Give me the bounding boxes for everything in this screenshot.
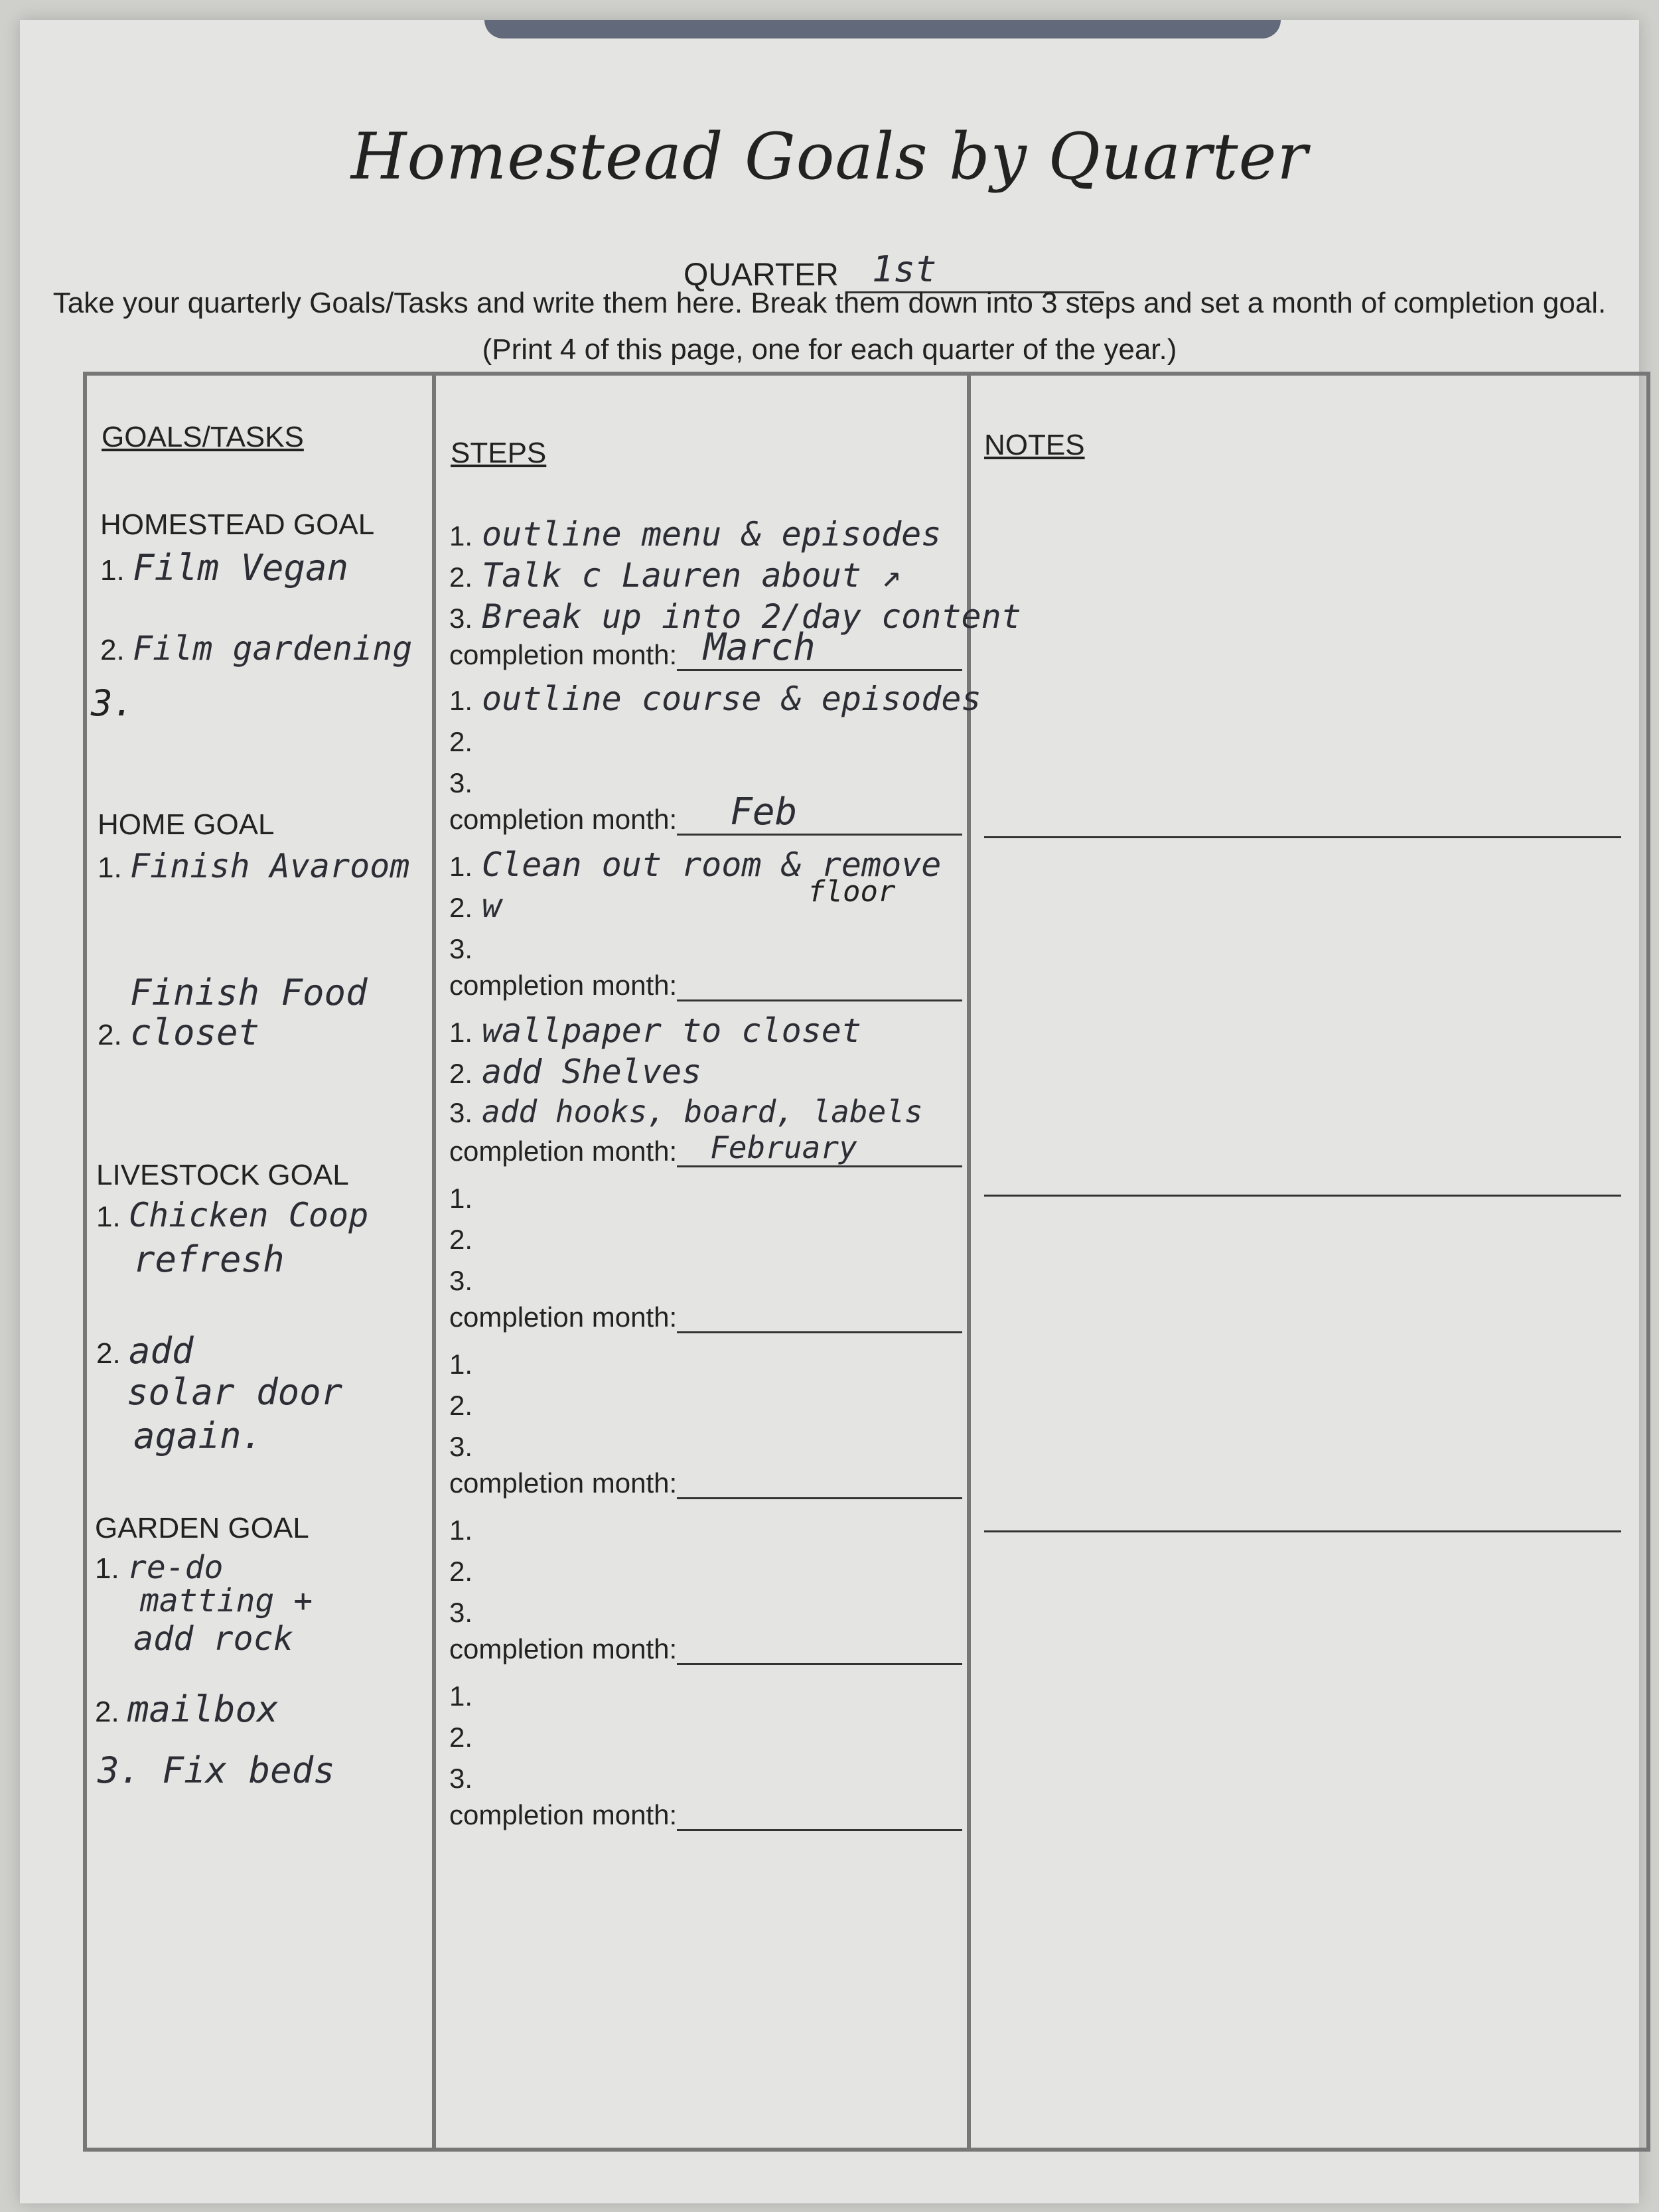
goal-text: Film gardening — [132, 629, 413, 668]
goal-number: 1. — [98, 851, 122, 884]
steps-column — [436, 376, 1021, 2148]
notes-divider — [984, 1195, 1621, 1197]
page-title: Homestead Goals by Quarter — [350, 119, 1309, 194]
garden-goal-1-cont-2: add rock — [133, 1619, 293, 1658]
completion-month-line — [677, 1799, 962, 1831]
instructions-line-2: (Print 4 of this page, one for each quarter of the year.) — [482, 333, 1177, 366]
step-1 — [449, 1177, 482, 1216]
completion-month — [449, 1633, 962, 1665]
goal-text: mailbox — [127, 1688, 279, 1730]
step-text: add hooks, board, labels — [482, 1094, 923, 1130]
step-1 — [449, 1011, 861, 1050]
step-text: wallpaper to closet — [482, 1011, 861, 1050]
step-3 — [449, 1757, 482, 1796]
step-text: Talk c Lauren about ↗ — [482, 556, 902, 595]
step-text: w — [482, 887, 502, 925]
steps-header: STEPS — [451, 437, 547, 469]
goal-text: Film Vegan — [132, 547, 349, 589]
completion-month-line — [677, 969, 962, 1001]
completion-month-label: completion month: — [449, 970, 678, 1001]
livestock-goal-2-cont-2: again. — [133, 1415, 263, 1457]
step-3 — [449, 1094, 923, 1130]
goal-text: add — [128, 1330, 194, 1372]
step-number: 1. — [449, 851, 473, 882]
goal-number: 2. — [98, 1019, 122, 1051]
goal-text: Chicken Coop — [128, 1196, 369, 1234]
step-number: 1. — [449, 1183, 473, 1214]
garden-goal-3: 3. Fix beds — [98, 1749, 335, 1791]
step-number: 2. — [449, 1224, 473, 1255]
goal-number: 2. — [95, 1696, 119, 1728]
completion-month-line — [677, 1633, 962, 1665]
instructions — [20, 280, 1639, 373]
homestead-goal-title: HOMESTEAD GOAL — [100, 508, 375, 541]
background-shadow — [484, 20, 1281, 38]
step-2 — [449, 887, 502, 925]
completion-month-label: completion month: — [449, 1301, 678, 1333]
step-1 — [449, 1675, 482, 1714]
step-1 — [449, 515, 941, 553]
homestead-goal-1 — [100, 547, 348, 589]
completion-month-label: completion month: — [449, 804, 678, 835]
garden-goal-title: GARDEN GOAL — [95, 1512, 309, 1544]
livestock-goal-1 — [96, 1196, 368, 1234]
completion-month — [449, 790, 962, 836]
step-number: 3. — [449, 1097, 473, 1128]
completion-month-line — [677, 626, 962, 671]
home-goal-title: HOME GOAL — [98, 808, 275, 841]
instructions-line-1: Take your quarterly Goals/Tasks and write them here. Break them down into 3 steps and set a month of completion goal. — [52, 287, 1607, 319]
completion-month-value: February — [710, 1130, 857, 1165]
step-text: outline course & episodes — [482, 680, 981, 718]
goal-number: 2. — [100, 634, 125, 666]
step-number: 2. — [449, 1390, 473, 1421]
step-number: 3. — [449, 933, 473, 964]
step-number: 1. — [449, 1017, 473, 1048]
step-number: 1. — [449, 1514, 473, 1546]
completion-month-line — [677, 1467, 962, 1499]
notes-column — [971, 376, 1646, 2148]
completion-month-line — [677, 1130, 962, 1167]
step-number: 3. — [449, 1597, 473, 1628]
step-text: outline menu & episodes — [482, 515, 942, 553]
completion-month — [449, 1799, 962, 1831]
goals-header: GOALS/TASKS — [102, 421, 304, 453]
step-number: 1. — [449, 1349, 473, 1380]
garden-goal-2 — [95, 1688, 279, 1730]
completion-month — [449, 626, 962, 671]
step-number: 2. — [449, 726, 473, 757]
goal-number: 1. — [96, 1201, 121, 1233]
notes-header: NOTES — [984, 429, 1085, 461]
goal-text: Finish Avaroom — [129, 847, 410, 885]
goals-table — [83, 372, 1650, 2152]
livestock-goal-2 — [96, 1330, 193, 1372]
step-number: 2. — [449, 561, 473, 593]
step-3 — [449, 762, 482, 800]
step-3 — [449, 1591, 482, 1630]
homestead-goal-2 — [100, 629, 412, 668]
completion-month-label: completion month: — [449, 1467, 678, 1499]
completion-month-line — [677, 790, 962, 836]
step-number: 3. — [449, 767, 473, 798]
garden-goal-1 — [95, 1549, 223, 1586]
livestock-goal-title: LIVESTOCK GOAL — [96, 1159, 349, 1191]
worksheet-page — [20, 20, 1639, 2203]
step-number: 2. — [449, 1556, 473, 1587]
completion-month — [449, 969, 962, 1001]
step-text: add Shelves — [482, 1053, 702, 1091]
step-number: 3. — [449, 1265, 473, 1296]
completion-month-line — [677, 1301, 962, 1333]
notes-divider — [984, 1530, 1621, 1532]
step-number: 3. — [449, 603, 473, 634]
step-2 — [449, 1218, 482, 1257]
step-1-cont: floor — [808, 875, 896, 909]
goal-number: 2. — [96, 1337, 121, 1370]
step-3 — [449, 1260, 482, 1298]
step-1 — [449, 1509, 482, 1548]
completion-month-label: completion month: — [449, 1633, 678, 1664]
step-number: 1. — [449, 685, 473, 716]
goal-text: Finish Food closet — [129, 972, 368, 1053]
step-2 — [449, 1384, 482, 1423]
completion-month-label: completion month: — [449, 1799, 678, 1830]
step-text: Break up into 2/day content — [482, 597, 1021, 636]
goals-column — [87, 376, 436, 2148]
completion-month-value: Feb — [730, 790, 798, 834]
step-2 — [449, 1716, 482, 1755]
completion-month — [449, 1130, 962, 1167]
step-2 — [449, 1053, 701, 1091]
step-number: 1. — [449, 1680, 473, 1712]
step-3 — [449, 1426, 482, 1464]
completion-month-value: March — [703, 626, 816, 669]
step-number: 3. — [449, 1763, 473, 1794]
step-number: 2. — [449, 1722, 473, 1753]
livestock-goal-1-cont: refresh — [133, 1238, 285, 1280]
quarter-label: QUARTER — [684, 258, 839, 293]
livestock-goal-2-cont: solar door — [127, 1371, 343, 1413]
completion-month — [449, 1301, 962, 1333]
home-goal-1 — [98, 847, 409, 885]
homestead-goal-3: 3. — [91, 682, 135, 724]
step-2 — [449, 721, 482, 759]
step-2 — [449, 1550, 482, 1589]
completion-month-label: completion month: — [449, 639, 678, 670]
garden-goal-1-cont: matting + — [140, 1582, 313, 1619]
quarter-value: 1st — [871, 248, 937, 290]
goal-text: re-do — [127, 1549, 224, 1586]
step-1 — [449, 1343, 482, 1382]
step-number: 1. — [449, 520, 473, 552]
completion-month-label: completion month: — [449, 1136, 678, 1167]
step-1 — [449, 680, 981, 718]
completion-month — [449, 1467, 962, 1499]
step-number: 2. — [449, 1058, 473, 1089]
step-3 — [449, 928, 482, 966]
home-goal-2 — [98, 973, 396, 1053]
notes-divider — [984, 836, 1621, 838]
step-number: 2. — [449, 892, 473, 923]
step-text: Clean out room & remove — [482, 846, 942, 884]
step-2 — [449, 556, 901, 595]
goal-number: 1. — [100, 554, 125, 587]
goal-number: 1. — [95, 1552, 119, 1585]
step-number: 3. — [449, 1431, 473, 1462]
